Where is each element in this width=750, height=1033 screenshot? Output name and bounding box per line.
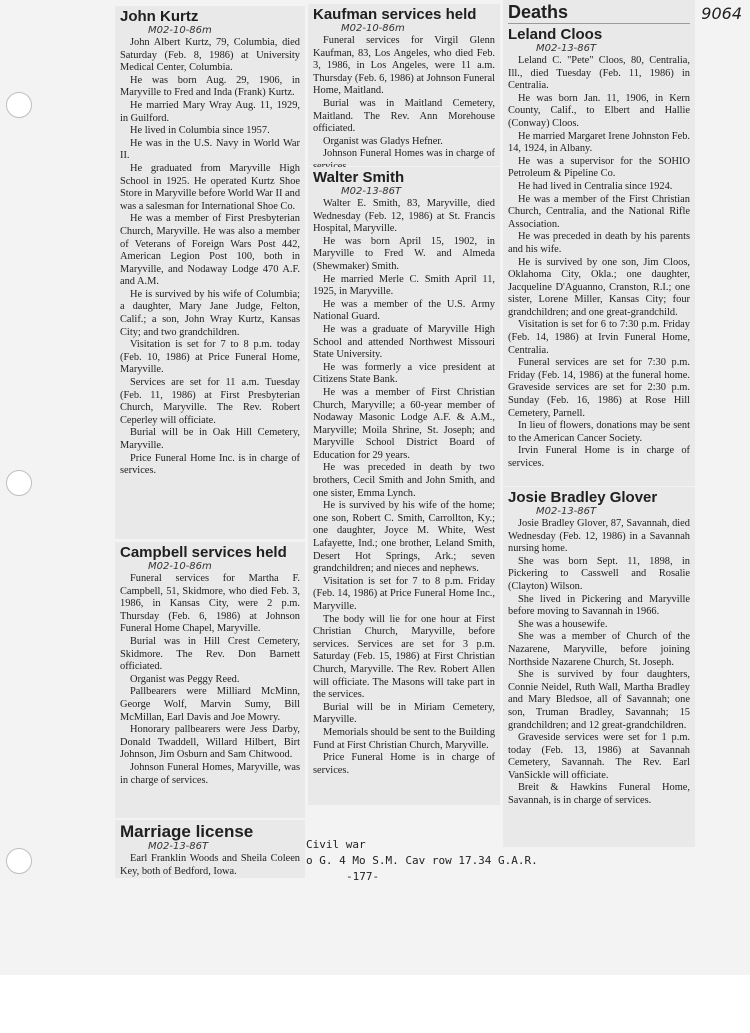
handwritten-date-note: M02-13-86T <box>536 506 597 517</box>
paragraph: She was a member of Church of the Nazarene, Maryville, before joining Northside Nazarene Church, St. Joseph. <box>508 631 690 668</box>
paragraph: He lived in Columbia since 1957. <box>130 125 270 137</box>
binder-hole-middle <box>6 470 32 496</box>
paragraph: Walter E. Smith, 83, Maryville, died Wednesday (Feb. 12, 1986) at St. Francis Hospital, Maryville. <box>313 198 495 235</box>
paragraph: He was a supervisor for the SOHIO Petroleum & Pipeline Co. <box>508 155 690 180</box>
paragraph: Earl Franklin Woods and Sheila Coleen Key, both of Bedford, Iowa. <box>120 853 300 877</box>
paragraph: Burial was in Hill Crest Cemetery, Skidmore. The Rev. Don Barnett officiated. <box>120 635 300 673</box>
paragraph: Breit & Hawkins Funeral Home, Savannah, is in charge of services. <box>508 782 690 807</box>
paragraph: Funeral services for Virgil Glenn Kaufman, 83, Los Angeles, who died Feb. 3, 1986, in Los Angeles, were 11 a.m. Thursday (Feb. 6, 1986) at Johnson Funeral Home, Maitland. <box>313 35 495 97</box>
paragraph: She was born Sept. 11, 1898, in Pickering to Casswell and Rosalie (Clayton) Wilson. <box>508 555 690 592</box>
deaths-section-header: Deaths <box>508 2 569 22</box>
notice-body <box>120 853 300 878</box>
paragraph: He is survived by his wife of the home; one son, Robert C. Smith, Carrollton, Ky.; one daughter, Joyce M. White, West Lafayette, Ind.; one brother, Leland Smith, Desert Hot Springs, Ark.; seven grandchildren; and nieces and nephews. <box>313 500 495 575</box>
obituary-josie-bradley-glover <box>503 487 695 847</box>
obituary-body <box>120 37 300 478</box>
handwritten-date-note: M02-10-86m <box>148 25 212 36</box>
obituary-title: John Kurtz <box>120 8 199 25</box>
obituary-john-kurtz <box>115 6 305 539</box>
paragraph: He married Merle C. Smith April 11, 1925, in Maryville. <box>313 273 495 298</box>
handwritten-date-note: M02-10-86m <box>341 23 405 34</box>
paragraph: John Albert Kurtz, 79, Columbia, died Saturday (Feb. 8, 1986) at University Medical Center, Columbia. <box>120 37 300 74</box>
obituary-body <box>120 573 300 787</box>
paragraph: He was preceded in death by two brothers, Cecil Smith and John Smith, and one sister, Emma Lynch. <box>313 462 495 499</box>
paragraph: She lived in Pickering and Maryville before moving to Savannah in 1966. <box>508 593 690 618</box>
obituary-body <box>313 198 495 777</box>
binder-hole-top <box>6 92 32 118</box>
obituary-body <box>508 518 690 808</box>
paragraph: Price Funeral Home is in charge of services. <box>313 752 495 776</box>
paragraph: Memorials should be sent to the Building Fund at First Christian Church, Maryville. <box>313 726 496 751</box>
header-divider <box>508 23 690 24</box>
obituary-body <box>508 55 690 471</box>
obituary-title: Walter Smith <box>313 169 405 186</box>
paragraph: He was preceded in death by his parents and his wife. <box>508 231 690 255</box>
paragraph: He is survived by one son, Jim Cloos, Oklahoma City, Okla.; one daughter, Jacqueline D'Aguanno, Cranston, R.I.; one sister, Lorene Miller, Kansas City; four grandchildren; and one great-grandchild. <box>508 256 690 318</box>
paragraph: Honorary pallbearers were Jess Darby, Donald Twaddell, Willard Hilbert, Birt Johnson, Jim Osburn and Sam Chitwood. <box>120 724 300 761</box>
paragraph: Graveside services were set for 1 p.m. today (Feb. 13, 1986) at Savannah Cemetery, Savannah. The Rev. Earl VanSickle will officiate. <box>508 732 690 781</box>
paragraph: He was a member of First Christian Church, Maryville; a 60-year member of Nodaway Masonic Lodge A.F. & A.M., Maryville; Moila Shrine, St. Joseph; and Maryville School District Board of Education for 29 years. <box>313 386 495 461</box>
paragraph: He was born Jan. 11, 1906, in Kern County, Calif., to Elbert and Hallie (Conway) Cloos. <box>508 92 690 129</box>
paragraph: He was formerly a vice president at Citizens State Bank. <box>313 361 495 386</box>
paragraph: He was a member of First Presbyterian Church, Maryville. He was also a member of Veterans of Foreign Wars Post 442, American Legion Post 100, both in Maryville, and Nodaway Lodge 470 A.F. and A.M. <box>120 213 300 288</box>
paragraph: Funeral services for Martha F. Campbell, 51, Skidmore, who died Feb. 3, 1986, in Kansas City, were 2 p.m. Thursday (Feb. 6, 1986) at Johnson Funeral Home Chapel, Maryville. <box>120 573 300 635</box>
paragraph: He was in the U.S. Navy in World War II. <box>120 137 300 162</box>
paragraph: He was a graduate of Maryville High School and attended Northwest Missouri State University. <box>313 323 495 361</box>
paragraph: Visitation is set for 6 to 7:30 p.m. Friday (Feb. 14, 1986) at Irvin Funeral Home, Centralia. <box>508 319 690 356</box>
paragraph: Services are set for 11 a.m. Tuesday (Feb. 11, 1986) at First Presbyterian Church, Maryville. The Rev. Robert Ceperley will officiate. <box>120 377 300 426</box>
paragraph: She is survived by four daughters, Connie Neidel, Ruth Wall, Martha Bradley and Mary Bledsoe, all of Savannah; one son, Truman Bradley, Savannah; 15 grandchildren; and 12 great-grandchildren. <box>508 669 690 731</box>
paragraph: Price Funeral Home Inc. is in charge of services. <box>120 452 300 477</box>
paragraph: He had lived in Centralia since 1924. <box>518 180 673 192</box>
handwritten-date-note: M02-13-86T <box>536 43 597 54</box>
paragraph: He was born Aug. 29, 1906, in Maryville to Fred and Inda (Frank) Kurtz. <box>120 74 300 99</box>
paragraph: Pallbearers were Milliard McMinn, George Wolf, Marvin Sumy, Bill McMillan, Earl Davis and Joe Mowry. <box>120 686 300 723</box>
obituary-leland-cloos <box>503 0 695 486</box>
paragraph: In lieu of flowers, donations may be sent to the American Cancer Society. <box>508 420 690 444</box>
obituary-title: Campbell services held <box>120 544 287 561</box>
index-note-civil-war: Civil war <box>306 838 366 851</box>
paragraph: Josie Bradley Glover, 87, Savannah, died Wednesday (Feb. 12, 1986) in a Savannah nursing home. <box>508 518 690 555</box>
paragraph: He was born April 15, 1902, in Maryville to Fred W. and Almeda (Shewmaker) Smith. <box>313 235 495 272</box>
paragraph: Funeral services are set for 7:30 p.m. Friday (Feb. 14, 1986) at the funeral home. Graveside services are set for 2:30 p.m. Sunday (Feb. 16, 1986) at Rose Hill Cemetery, Parnell. <box>508 357 690 419</box>
paragraph: She was a housewife. <box>518 618 608 630</box>
paragraph: Burial will be in Oak Hill Cemetery, Maryville. <box>120 427 300 451</box>
handwritten-date-note: M02-10-86m <box>148 561 212 572</box>
notice-title: Marriage license <box>120 822 254 841</box>
handwritten-page-number: 9064 <box>701 4 742 23</box>
paragraph: Johnson Funeral Homes, Maryville, was in charge of services. <box>120 761 300 786</box>
index-note-entry: o G. 4 Mo S.M. Cav row 17.34 G.A.R. <box>306 854 538 867</box>
paragraph: Johnson Funeral Homes was in charge of <box>323 148 495 160</box>
obituary-walter-smith <box>308 167 500 805</box>
paragraph: The body will lie for one hour at First Christian Church, Maryville, before services. Services are set for 3 p.m. Saturday (Feb. 15, 1986) at First Christian Church, Maryville. The Rev. Robert Allen will officiate. The Masons will take part in the services. <box>313 613 495 701</box>
paragraph: Organist was Gladys Hefner. <box>323 135 443 147</box>
handwritten-date-note: M02-13-86T <box>148 841 209 852</box>
paragraph: Visitation is set for 7 to 8 p.m. today (Feb. 10, 1986) at Price Funeral Home, Maryville. <box>120 339 300 376</box>
obituary-title: Leland Cloos <box>508 26 603 43</box>
obituary-kaufman <box>308 4 500 166</box>
paragraph: He was a member of the First Christian Church, Centralia, and the National Rifle Association. <box>508 193 690 230</box>
paragraph: Irvin Funeral Home is in charge of services. <box>508 445 690 469</box>
paragraph: Visitation is set for 7 to 8 p.m. Friday (Feb. 14, 1986) at Price Funeral Home Inc., Maryville. <box>313 575 495 612</box>
handwritten-date-note: M02-13-86T <box>341 186 402 197</box>
paragraph: He married Mary Wray Aug. 11, 1929, in Guilford. <box>120 99 300 124</box>
obituary-title: Josie Bradley Glover <box>508 489 658 506</box>
obituary-campbell <box>115 542 305 818</box>
paragraph: Leland C. "Pete" Cloos, 80, Centralia, Ill., died Tuesday (Feb. 11, 1986) in Centralia. <box>508 55 690 92</box>
binder-hole-bottom <box>6 848 32 874</box>
paragraph: Burial will be in Miriam Cemetery, Maryville. <box>313 701 495 726</box>
paragraph: Organist was Peggy Reed. <box>130 673 240 685</box>
obituary-body <box>313 35 495 174</box>
paragraph: Burial was in Maitland Cemetery, Maitland. The Rev. Ann Morehouse officiated. <box>313 97 495 135</box>
marriage-license-notice <box>115 820 305 878</box>
paragraph: He is survived by his wife of Columbia; a daughter, Mary Jane Judge, Felton, Calif.; a son, John Wray Kurtz, Kansas City; and two grandchildren. <box>120 288 300 338</box>
paragraph: He graduated from Maryville High School in 1925. He operated Kurtz Shoe Store in Maryville before World War II and was a salesman for International Shoe Co. <box>120 162 301 212</box>
paragraph: He was a member of the U.S. Army National Guard. <box>313 298 495 323</box>
index-note-page-ref: -177- <box>346 870 380 883</box>
obituary-title: Kaufman services held <box>313 6 477 23</box>
page-bottom-margin <box>0 975 750 1033</box>
paragraph: He married Margaret Irene Johnston Feb. 14, 1924, in Albany. <box>508 130 690 155</box>
